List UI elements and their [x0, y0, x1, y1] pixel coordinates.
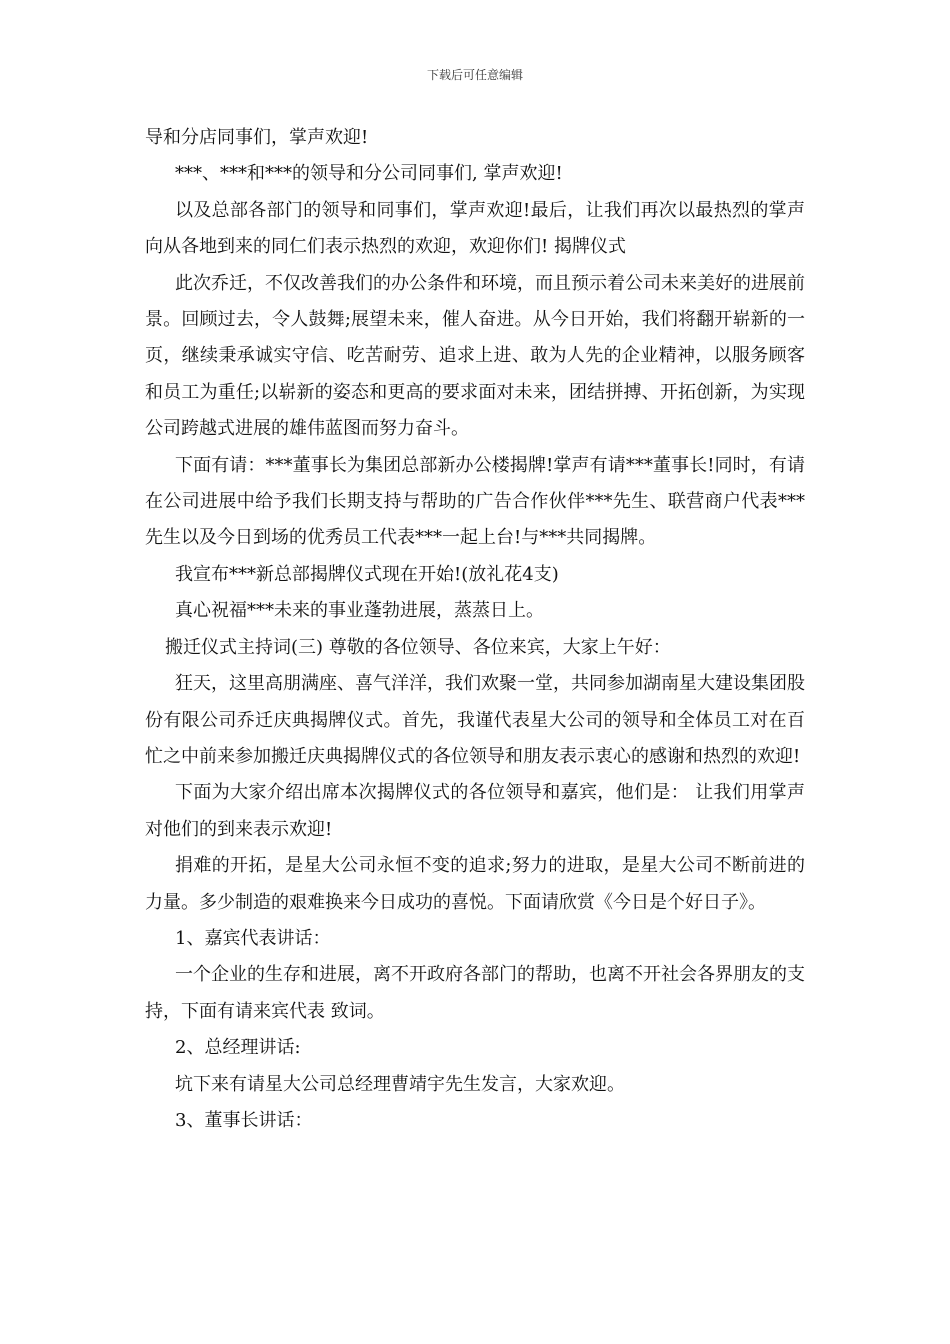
paragraph: 捐难的开拓，是星大公司永恒不变的追求;努力的进取，是星大公司不断前进的力量。多少制造的艰难换来今日成功的喜悦。下面请欣赏《今日是个好日子》。 — [145, 855, 805, 913]
paragraph: 我宣布***新总部揭牌仪式现在开始!(放礼花4支) — [175, 563, 559, 585]
paragraph: 坑下来有请星大公司总经理曹靖宇先生发言，大家欢迎。 — [175, 1073, 625, 1095]
document-body — [145, 120, 805, 1139]
paragraph: 下面有请：***董事长为集团总部新办公楼揭牌!掌声有请***董事长!同时，有请在公司进展中给予我们长期支持与帮助的广告合作伙伴***先生、联营商户代表***先生以及今日到场的优秀员工代表***一起上台!与***共同揭牌。 — [145, 454, 805, 549]
paragraph: 搬迁仪式主持词(三) 尊敬的各位领导、各位来宾，大家上午好： — [165, 636, 671, 658]
paragraph: 2、总经理讲话: — [175, 1037, 301, 1059]
paragraph: ***、***和***的领导和分公司同事们, 掌声欢迎! — [175, 163, 563, 185]
paragraph: 一个企业的生存和进展，离不开政府各部门的帮助，也离不开社会各界朋友的支持，下面有请来宾代表 致词。 — [145, 964, 805, 1022]
paragraph: 1、嘉宾代表讲话： — [175, 927, 331, 949]
page-header: 下载后可任意编辑 — [426, 68, 523, 82]
paragraph: 狂天，这里高朋满座、喜气洋洋，我们欢聚一堂，共同参加湖南星大建设集团股份有限公司乔迁庆典揭牌仪式。首先，我谨代表星大公司的领导和全体员工对在百忙之中前来参加搬迁庆典揭牌仪式的各位领导和朋友表示衷心的感谢和热烈的欢迎! — [145, 673, 805, 767]
paragraph: 真心祝福***未来的事业蓬勃进展，蒸蒸日上。 — [175, 600, 544, 622]
paragraph: 3、董事长讲话： — [175, 1109, 313, 1131]
paragraph: 下面为大家介绍出席本次揭牌仪式的各位领导和嘉宾，他们是： 让我们用掌声对他们的到来表示欢迎! — [145, 782, 805, 840]
paragraph: 以及总部各部门的领导和同事们，掌声欢迎!最后，让我们再次以最热烈的掌声向从各地到来的同仁们表示热烈的欢迎，欢迎你们! 揭牌仪式 — [145, 199, 805, 258]
paragraph: 此次乔迁，不仅改善我们的办公条件和环境，而且预示着公司未来美好的进展前景。回顾过去，令人鼓舞;展望未来，催人奋进。从今日开始，我们将翻开崭新的一页，继续秉承诚实守信、吃苦耐劳、追求上进、敢为人先的企业精神，以服务顾客和员工为重任;以崭新的姿态和更高的要求面对未来，团结拼搏、开拓创新，为实现公司跨越式进展的雄伟蓝图而努力奋斗。 — [145, 272, 805, 440]
paragraph: 导和分店同事们，掌声欢迎! — [145, 127, 369, 148]
